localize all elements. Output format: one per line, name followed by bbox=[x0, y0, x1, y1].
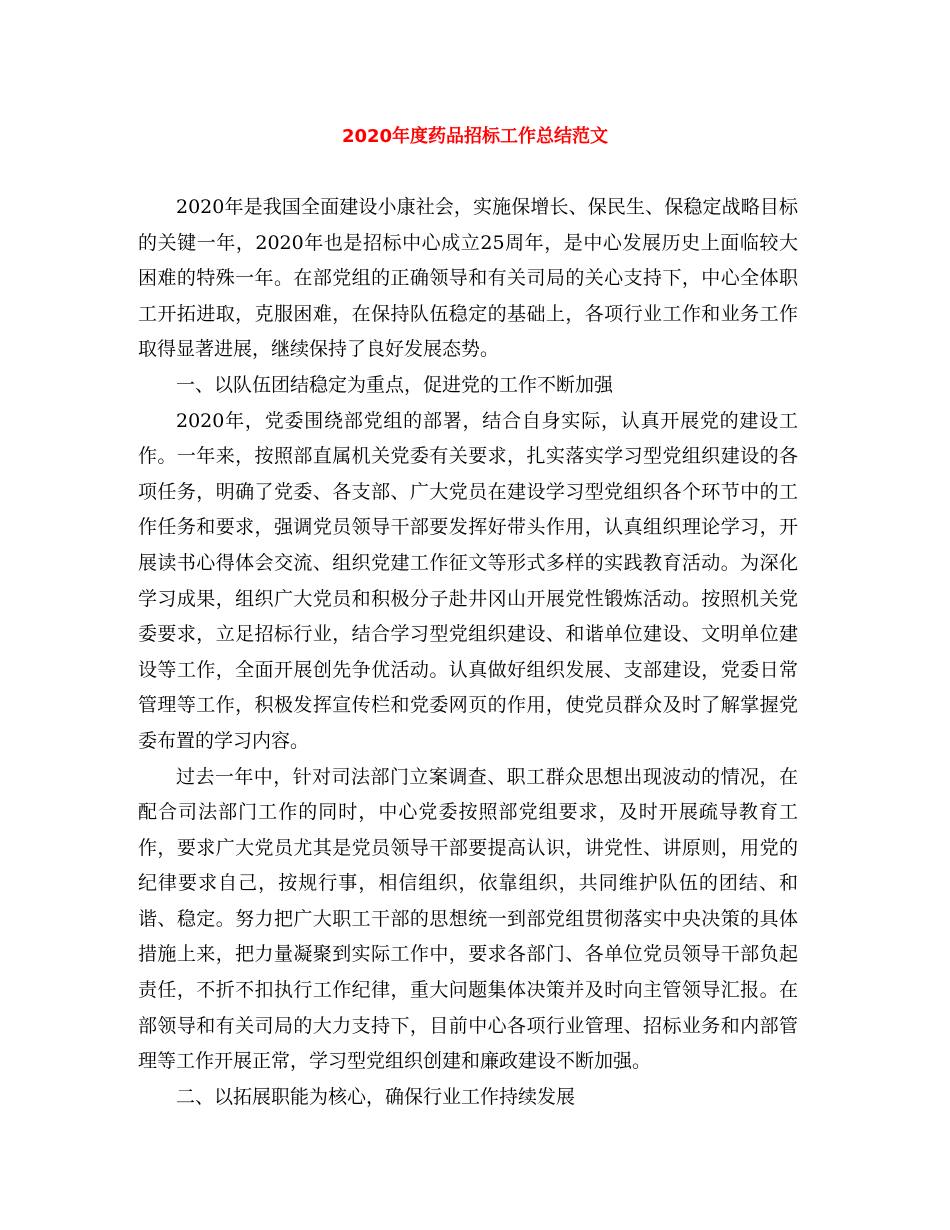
paragraph-intro: 2020年是我国全面建设小康社会，实施保增长、保民生、保稳定战略目标的关键一年，2020年也是招标中心成立25周年，是中心发展历史上面临较大困难的特殊一年。在部党组的正确领导和有关司局的关心支持下，中心全体职工开拓进取，克服困难，在保持队伍稳定的基础上，各项行业工作和业务工作取得显著进展，继续保持了良好发展态势。 bbox=[138, 196, 798, 361]
paragraph-party-building: 2020年，党委围绕部党组的部署，结合自身实际，认真开展党的建设工作。一年来，按照部直属机关党委有关要求，扎实落实学习型党组织建设的各项任务，明确了党委、各支部、广大党员在建设学习型党组织各个环节中的工作任务和要求，强调党员领导干部要发挥好带头作用，认真组织理论学习，开展读书心得体会交流、组织党建工作征文等形式多样的实践教育活动。为深化学习成果，组织广大党员和积极分子赴井冈山开展党性锻炼活动。按照机关党委要求，立足招标行业，结合学习型党组织建设、和谐单位建设、文明单位建设等工作，全面开展创先争优活动。认真做好组织发展、支部建设，党委日常管理等工作，积极发挥宣传栏和党委网页的作用，使党员群众及时了解掌握党委布置的学习内容。 bbox=[138, 409, 798, 752]
section-heading-1: 一、以队伍团结稳定为重点，促进党的工作不断加强 bbox=[176, 373, 614, 396]
paragraph-past-year: 过去一年中，针对司法部门立案调查、职工群众思想出现波动的情况，在配合司法部门工作的同时，中心党委按照部党组要求，及时开展疏导教育工作，要求广大党员尤其是党员领导干部要提高认识，讲党性、讲原则，用党的纪律要求自己，按规行事，相信组织，依靠组织，共同维护队伍的团结、和谐、稳定。努力把广大职工干部的思想统一到部党组贯彻落实中央决策的具体措施上来，把力量凝聚到实际工作中，要求各部门、各单位党员领导干部负起责任，不折不扣执行工作纪律，重大问题集体决策并及时向主管领导汇报。在部领导和有关司局的大力支持下，目前中心各项行业管理、招标业务和内部管理等工作开展正常，学习型党组织创建和廉政建设不断加强。 bbox=[138, 765, 798, 1073]
section-heading-2: 二、以拓展职能为核心，确保行业工作持续发展 bbox=[176, 1085, 576, 1108]
document-title: 2020年度药品招标工作总结范文 bbox=[341, 126, 609, 147]
document-body bbox=[138, 190, 798, 1115]
